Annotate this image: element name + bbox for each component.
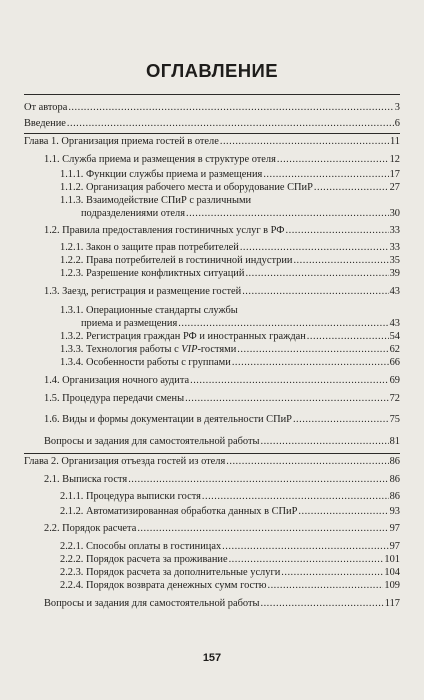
leader-dots: [220, 136, 389, 148]
toc-entry-page: 86: [389, 491, 400, 502]
leader-dots: [281, 567, 383, 579]
leader-dots: [202, 491, 389, 503]
toc-entry-title: От автора: [24, 102, 68, 113]
toc-entry: [24, 456, 400, 468]
toc-entry-page: 12: [389, 154, 400, 165]
leader-dots: [242, 286, 388, 298]
toc-entry: [44, 598, 400, 610]
leader-dots: [178, 318, 388, 330]
toc-entry-title: Вопросы и задания для самостоятельной работы: [44, 598, 260, 609]
toc-entry-title: 1.5. Процедура передачи смены: [44, 393, 185, 404]
leader-dots: [190, 375, 389, 387]
toc-entry-title: 2.2. Порядок расчета: [44, 523, 137, 534]
leader-dots: [293, 414, 389, 426]
toc-entry-title: 1.2.1. Закон о защите прав потребителей: [60, 242, 239, 253]
leader-dots: [68, 102, 393, 114]
toc-entry-page: 104: [384, 567, 400, 578]
toc-entry-page: 109: [384, 580, 400, 591]
toc-entry-title: 2.1.2. Автоматизированная обработка данных в СПиР: [60, 506, 298, 517]
leader-dots: [222, 541, 388, 553]
leader-dots: [232, 357, 389, 369]
divider: [24, 133, 400, 134]
toc-entry-page: 86: [389, 474, 400, 485]
toc-entry-page: 86: [389, 456, 400, 467]
toc-entry-title: 1.3.2. Регистрация граждан РФ и иностранных граждан: [60, 331, 306, 342]
toc-entry-page: 62: [389, 344, 400, 355]
toc-entry-page: 66: [389, 357, 400, 368]
toc-entry-page: 72: [389, 393, 400, 404]
toc-entry-title: 1.3. Заезд, регистрация и размещение гостей: [44, 286, 242, 297]
leader-dots: [293, 255, 388, 267]
toc-entry-page: 54: [389, 331, 400, 342]
toc-entry-page: 3: [394, 102, 400, 113]
toc-entry: [60, 169, 400, 181]
toc-entry-title: Введение: [24, 118, 66, 129]
toc-entry: [81, 318, 400, 330]
toc-entry-title: 2.1. Выписка гостя: [44, 474, 128, 485]
toc-entry-title: Глава 1. Организация приема гостей в отеле: [24, 136, 219, 147]
toc-entry-title: 1.3.4. Особенности работы с группами: [60, 357, 231, 368]
toc-entry: [44, 414, 400, 426]
leader-dots: [185, 393, 389, 405]
toc-entry: [60, 268, 400, 280]
toc-entry: [60, 541, 400, 553]
toc-entry: [60, 357, 400, 369]
toc-entry-page: 17: [389, 169, 400, 180]
page-number: 157: [202, 652, 222, 664]
toc-entry-title-continued: подразделениями отеля: [81, 208, 185, 219]
toc-entry: [60, 580, 400, 592]
toc-entry-title: 2.2.4. Порядок возврата денежных сумм гостю: [60, 580, 267, 591]
toc-entry-title-part: -гостями: [197, 344, 237, 355]
toc-entry-title-part: 1.3.3. Технология работы с: [60, 344, 182, 355]
leader-dots: [226, 456, 388, 468]
toc-entry-title: 1.2.3. Разрешение конфликтных ситуаций: [60, 268, 245, 279]
leader-dots: [67, 118, 394, 130]
toc-entry-page: 33: [389, 242, 400, 253]
toc-entry: [60, 255, 400, 267]
toc-entry-page: 30: [389, 208, 400, 219]
toc-entry-title: 1.1.1. Функции службы приема и размещения: [60, 169, 263, 180]
divider: [24, 94, 400, 95]
toc-entry: [44, 286, 400, 298]
toc-entry-page: 33: [389, 225, 400, 236]
toc-entry: [44, 436, 400, 448]
toc-entry-title: 2.2.3. Порядок расчета за дополнительные услуги: [60, 567, 281, 578]
toc-entry-page: 75: [389, 414, 400, 425]
toc-entry-title: 1.1. Служба приема и размещения в структуре отеля: [44, 154, 276, 165]
toc-entry: [60, 242, 400, 254]
leader-dots: [237, 344, 388, 356]
toc-entry-title-continued: приема и размещения: [81, 318, 178, 329]
leader-dots: [240, 242, 389, 254]
toc-entry-page: 11: [389, 136, 400, 147]
toc-entry-title: 2.2.2. Порядок расчета за проживание: [60, 554, 228, 565]
toc-entry-page: 117: [384, 598, 400, 609]
toc-entry: [60, 506, 400, 518]
toc-entry: [24, 102, 400, 114]
leader-dots: [298, 506, 388, 518]
toc-entry: [24, 118, 400, 130]
toc-entry-title: 1.3.1. Операционные стандарты службы: [60, 305, 238, 316]
toc-entry-page: 35: [389, 255, 400, 266]
leader-dots: [137, 523, 388, 535]
toc-entry: [44, 154, 400, 166]
toc-entry-page: 97: [389, 541, 400, 552]
toc-entry: [60, 344, 400, 356]
toc-entry-title-italic: VIP: [181, 344, 198, 355]
toc-entry: [44, 523, 400, 535]
toc-entry-page: 43: [389, 318, 400, 329]
leader-dots: [245, 268, 388, 280]
leader-dots: [229, 554, 384, 566]
divider: [24, 453, 400, 454]
toc-entry: [44, 393, 400, 405]
toc-entry-page: 6: [394, 118, 400, 129]
toc-entry-title: 1.2. Правила предоставления гостиничных услуг в РФ: [44, 225, 285, 236]
leader-dots: [286, 225, 389, 237]
toc-entry-title: 1.6. Виды и формы документации в деятельности СПиР: [44, 414, 292, 425]
leader-dots: [260, 598, 383, 610]
toc-entry: [60, 331, 400, 343]
toc-entry: [60, 182, 400, 194]
leader-dots: [128, 474, 388, 486]
toc-entry-title: 1.4. Организация ночного аудита: [44, 375, 190, 386]
leader-dots: [307, 331, 389, 343]
toc-entry: [44, 474, 400, 486]
toc-entry-title: Вопросы и задания для самостоятельной работы: [44, 436, 260, 447]
toc-entry: [60, 491, 400, 503]
toc-entry-title: [60, 344, 236, 356]
toc-entry-page: 101: [384, 554, 400, 565]
toc-entry-page: 27: [389, 182, 400, 193]
leader-dots: [263, 169, 388, 181]
leader-dots: [314, 182, 389, 194]
toc-entry-title: 2.2.1. Способы оплаты в гостиницах: [60, 541, 222, 552]
toc-entry: [81, 208, 400, 220]
toc-entry-page: 93: [389, 506, 400, 517]
page-title: ОГЛАВЛЕНИЕ: [146, 60, 278, 81]
toc-entry: [44, 225, 400, 237]
toc-entry-title: 1.1.2. Организация рабочего места и оборудование СПиР: [60, 182, 313, 193]
toc-entry-page: 39: [389, 268, 400, 279]
toc-entry: [44, 375, 400, 387]
leader-dots: [267, 580, 383, 592]
toc-entry-title: Глава 2. Организация отъезда гостей из отеля: [24, 456, 226, 467]
leader-dots: [260, 436, 388, 448]
toc-entry: [60, 554, 400, 566]
leader-dots: [277, 154, 389, 166]
toc-entry-page: 43: [389, 286, 400, 297]
toc-entry-title: 1.1.3. Взаимодействие СПиР с различными: [60, 195, 252, 206]
leader-dots: [186, 208, 389, 220]
toc-entry-page: 81: [389, 436, 400, 447]
toc-entry-title: 2.1.1. Процедура выписки гостя: [60, 491, 201, 502]
toc-entry: [60, 567, 400, 579]
toc-entry-title: 1.2.2. Права потребителей в гостиничной индустрии: [60, 255, 293, 266]
toc-entry-page: 97: [389, 523, 400, 534]
toc-entry-page: 69: [389, 375, 400, 386]
toc-entry: [24, 136, 400, 148]
